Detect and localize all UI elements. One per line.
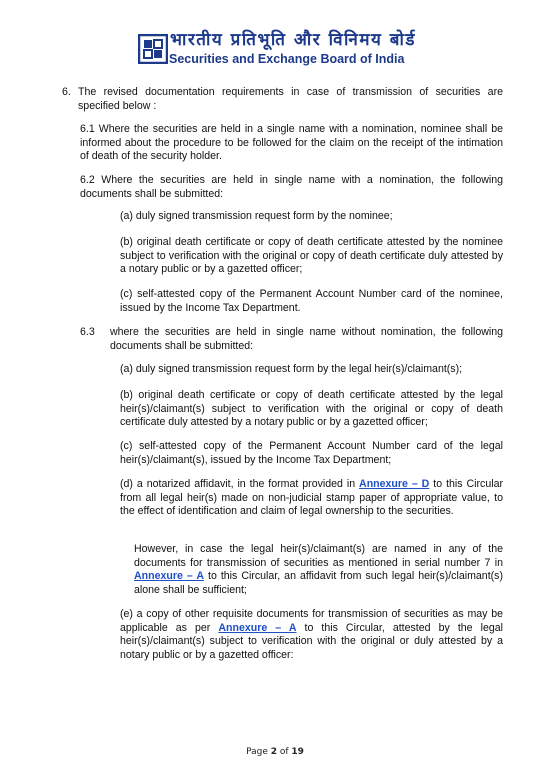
item-6-3-b: (b) original death certificate or copy of death certificate attested by the legal heir(s)/claimant(s) subject to verification with the original or copy of death certificate duly attested by a notary public or by a gazetted officer; [120,389,503,429]
item-6-3-e-pre: (e) a copy of other requisite documents for transmission of securities as may be applicable as per [120,608,503,634]
item-6-2-a: (a) duly signed transmission request form by the nominee; [120,210,393,222]
page-header [0,0,550,80]
page-total: 19 [291,747,304,757]
item-6-3-d-pre: (d) a notarized affidavit, in the format provided in [120,478,360,490]
annexure-a-link[interactable]: Annexure – A [134,570,205,583]
item-6-3-c: (c) self-attested copy of the Permanent Account Number card of the legal heir(s)/claimant(s), issued by the Income Tax Department; [120,440,503,466]
item-6-3-e-post: to this Circular, attested by the legal heir(s)/claimant(s) subject to verification with the original or duly attested by a notary public or by a gazetted officer: [120,621,503,662]
header-hindi-title: भारतीय प्रतिभूति और विनिमय बोर्ड [170,30,417,50]
item-6-3-d-note [134,543,503,598]
item-6-2-c: (c) self-attested copy of the Permanent Account Number card of the nominee, issued by the Income Tax Department. [120,288,503,314]
item-6-3-d-note-post: to this Circular, an affidavit from such legal heir(s)/claimant(s) alone shall be sufficient; [134,570,503,597]
item-6-3-text: where the securities are held in single name without nomination, the following documents shall be submitted: [110,326,503,352]
annexure-d-link[interactable]: Annexure – D [359,478,430,490]
item-6-1-text: 6.1 Where the securities are held in a single name with a nomination, nominee shall be informed about the procedure to be followed for the claim on the receipt of the intimation of death of the security holder. [80,123,503,163]
item-6-3-number: 6.3 [80,326,95,338]
annexure-a-link-2[interactable]: Annexure – A [218,621,297,634]
item-6-3-d [120,478,503,519]
sebi-logo-icon [138,34,168,64]
item-6-3-d-note-pre: However, in case the legal heir(s)/claimant(s) are named in any of the documents for transmission of securities as mentioned in serial number 7 in [134,543,503,569]
page-of: of [276,747,292,757]
page-label: Page [246,747,271,757]
item-6-2-text: 6.2 Where the securities are held in single name with a nomination, the following documents shall be submitted: [80,174,503,200]
header-english-title: Securities and Exchange Board of India [169,52,405,66]
item-6-text: The revised documentation requirements in case of transmission of securities are specified below : [78,86,503,112]
item-6-3-a: (a) duly signed transmission request form by the legal heir(s)/claimant(s); [120,363,463,375]
item-6-3-e [120,608,503,663]
item-6-number: 6. [62,86,71,98]
item-6-3-d-post: to this Circular from all legal heir(s) made on non-judicial stamp paper of appropriate value, to the effect of identification and claim of legal ownership to the securities. [120,478,503,518]
page-current: 2 [270,747,277,757]
item-6-2-b: (b) original death certificate or copy of death certificate attested by the nominee subject to verification with the original or copy of death certificate duly attested by a notary public or by a gazetted officer; [120,236,503,276]
page-footer [0,747,550,757]
